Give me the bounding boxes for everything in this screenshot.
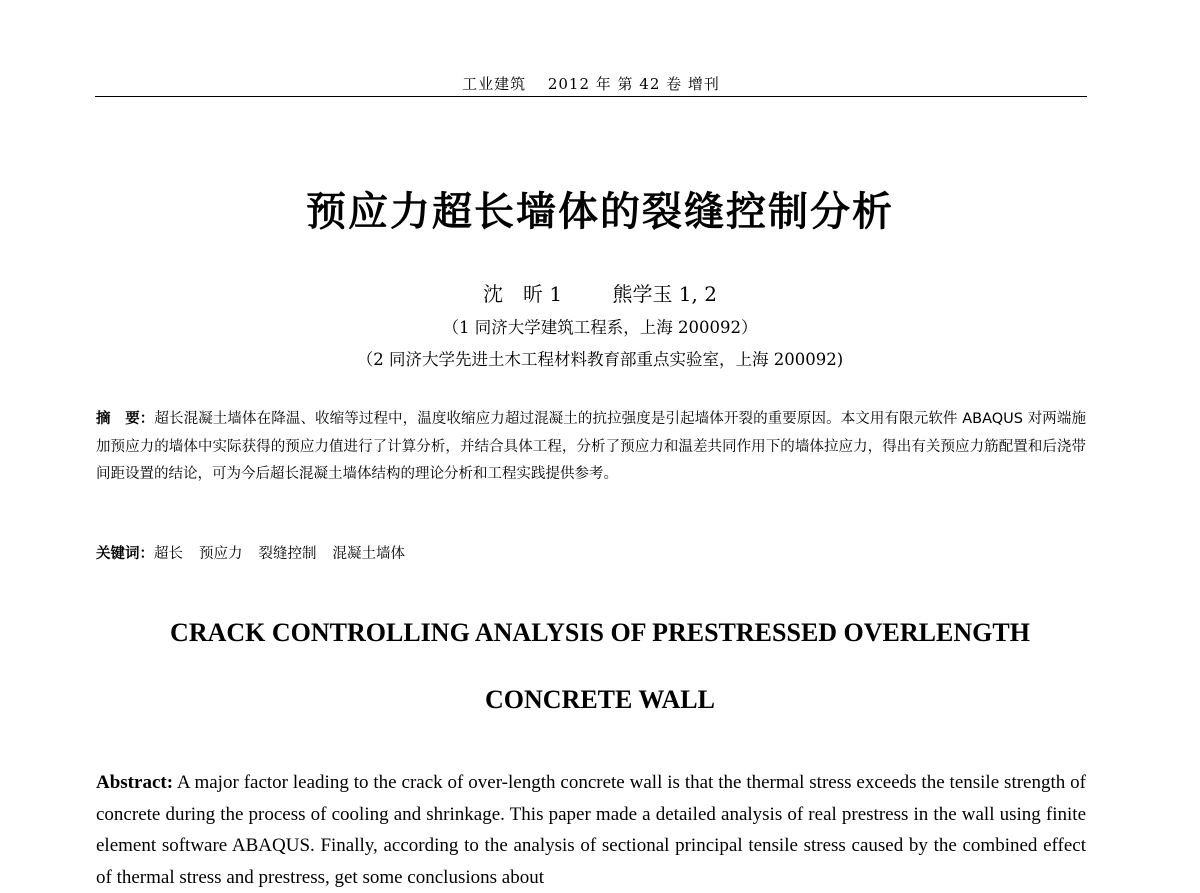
- paper-title-cn: 预应力超长墙体的裂缝控制分析: [306, 189, 894, 235]
- abstract-en: [96, 767, 1086, 893]
- author-line: [0, 278, 1200, 307]
- abstract-cn-label: 摘 要：: [96, 411, 155, 427]
- affiliation-2: （2 同济大学先进土木工程材料教育部重点实验室，上海 200092): [356, 350, 844, 369]
- keyword: 混凝土墙体: [332, 546, 405, 562]
- abstract-cn: [96, 406, 1086, 489]
- abstract-cn-text: 超长混凝土墙体在降温、收缩等过程中，温度收缩应力超过混凝土的抗拉强度是引起墙体开裂的重要原因。本文用有限元软件 ABAQUS 对两端施加预应力的墙体中实际获得的预应力值进行了计算分析，并结合具体工程，分析了预应力和温差共同作用下的墙体拉应力，得出有关预应力筋配置和后浇带间距设置的结论，可为今后超长混凝土墙体结构的理论分析和工程实践提供参考。: [96, 411, 1087, 482]
- abstract-en-text: A major factor leading to the crack of over-length concrete wall is that the thermal stress exceeds the tensile strength of concrete during the process of cooling and shrinkage. This paper made a detailed analysis of real prestress in the wall using finite element software ABAQUS. Finally, according to the analysis of sectional principal tensile stress caused by the combined effect of thermal stress and prestress, get some conclusions about: [96, 772, 1086, 888]
- keyword: 超长: [154, 546, 183, 562]
- affiliation-1: （1 同济大学建筑工程系，上海 200092）: [442, 318, 758, 337]
- keywords-label: 关键词：: [96, 546, 154, 562]
- paper-title-en-line1: CRACK CONTROLLING ANALYSIS OF PRESTRESSED OVERLENGTH: [170, 618, 1030, 647]
- author-1: 沈 昕 1: [483, 282, 563, 306]
- abstract-en-label: Abstract:: [96, 772, 174, 793]
- keyword: 预应力: [199, 546, 243, 562]
- keywords: [96, 542, 1086, 563]
- header-rule: [95, 96, 1087, 97]
- author-2: 熊学玉 1, 2: [612, 282, 717, 306]
- keyword: 裂缝控制: [258, 546, 317, 562]
- paper-title-en-line2: CONCRETE WALL: [485, 685, 715, 714]
- journal-header: 工业建筑 2012 年 第 42 卷 增刊: [462, 75, 720, 93]
